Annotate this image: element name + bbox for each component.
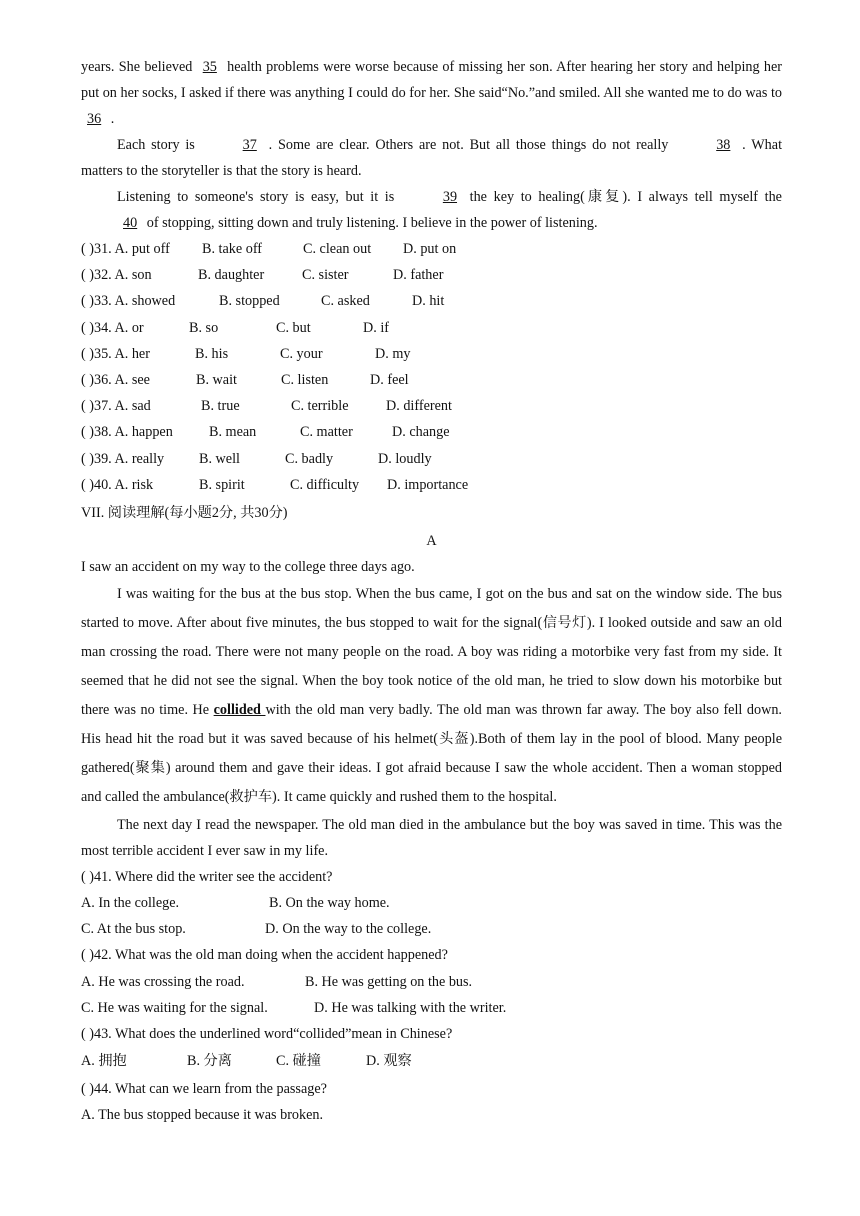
cloze-text: . What matters to the storyteller is that the story is heard. bbox=[81, 137, 783, 179]
passage-label: A bbox=[426, 532, 437, 549]
cloze-text: Each story is bbox=[117, 137, 201, 153]
cloze-question bbox=[81, 341, 782, 367]
option-d: D. hit bbox=[412, 293, 445, 310]
option-b: B. daughter bbox=[198, 267, 265, 284]
cloze-question bbox=[81, 446, 782, 472]
option-b: B. 分离 bbox=[187, 1053, 232, 1070]
cloze-question bbox=[81, 288, 782, 314]
question-42-options-cd bbox=[81, 995, 782, 1021]
option-c: C. your bbox=[280, 345, 323, 362]
question-43-options bbox=[81, 1047, 782, 1076]
option-a: ( )40. A. risk bbox=[81, 476, 154, 493]
cloze-question bbox=[81, 472, 782, 498]
option-a: A. 拥抱 bbox=[81, 1053, 127, 1070]
option-d: D. loudly bbox=[378, 450, 432, 467]
question-stem: ( )42. What was the old man doing when the accident happened? bbox=[81, 947, 448, 964]
cloze-question bbox=[81, 393, 782, 419]
question-41-options-ab bbox=[81, 890, 782, 916]
question-43 bbox=[81, 1021, 782, 1047]
cloze-options bbox=[81, 236, 782, 498]
option-a: ( )38. A. happen bbox=[81, 424, 173, 441]
passage-text: I was waiting for the bus at the bus stop. When the bus came, I got on the bus and sat on the window side. The bus started to move. After about five minutes, the bus stopped to wait for the signal(信号灯). I looked outside and saw an old man crossing the road. There were not many people on the road. A boy was riding a motorbike very fast from my side. It seemed that he did not see the signal. When the boy took notice of the old man, he tried to slow down his motorbike but there was no time. He bbox=[81, 585, 782, 718]
cloze-paragraph-3 bbox=[81, 184, 782, 236]
option-b: B. On the way home. bbox=[269, 895, 390, 912]
cloze-text: health problems were worse because of missing her son. After hearing her story and helping her put on her socks, I asked if there was anything I could do for her. She said“No.”and smiled. All she wanted me to do was to bbox=[81, 59, 782, 101]
question-44-options-a bbox=[81, 1102, 782, 1128]
cloze-paragraph-2 bbox=[81, 132, 782, 184]
option-a: ( )35. A. her bbox=[81, 345, 150, 362]
cloze-question bbox=[81, 236, 782, 262]
option-d: D. 观察 bbox=[366, 1053, 412, 1070]
question-41-options-cd bbox=[81, 916, 782, 942]
cloze-question bbox=[81, 367, 782, 393]
option-c: C. listen bbox=[281, 371, 329, 388]
option-b: B. so bbox=[189, 319, 219, 336]
option-c: C. sister bbox=[302, 267, 349, 284]
option-b: B. wait bbox=[196, 371, 237, 388]
blank-35: 35 bbox=[202, 59, 217, 75]
option-d: D. On the way to the college. bbox=[265, 921, 432, 938]
option-d: D. importance bbox=[387, 476, 469, 493]
passage-intro: I saw an accident on my way to the college three days ago. bbox=[81, 558, 415, 575]
option-d: D. He was talking with the writer. bbox=[314, 999, 507, 1016]
question-stem: ( )41. Where did the writer see the accident? bbox=[81, 868, 333, 885]
cloze-text: of stopping, sitting down and truly listening. I believe in the power of listening. bbox=[143, 215, 598, 231]
cloze-text: . Some are clear. Others are not. But all those things do not really bbox=[262, 137, 675, 153]
option-a: ( )34. A. or bbox=[81, 319, 144, 336]
cloze-question bbox=[81, 315, 782, 341]
cloze-text: the key to healing(康复). I always tell myself the bbox=[463, 189, 782, 205]
question-stem: ( )44. What can we learn from the passage? bbox=[81, 1081, 327, 1098]
option-d: D. my bbox=[375, 345, 411, 362]
option-b: B. He was getting on the bus. bbox=[305, 973, 473, 990]
question-41 bbox=[81, 864, 782, 890]
document-page bbox=[81, 54, 782, 1129]
cloze-paragraph-1 bbox=[81, 54, 782, 132]
question-44 bbox=[81, 1076, 782, 1102]
question-42 bbox=[81, 942, 782, 968]
option-c: C. asked bbox=[321, 293, 370, 310]
option-d: D. feel bbox=[370, 371, 409, 388]
option-c: C. difficulty bbox=[290, 476, 360, 493]
option-a: ( )33. A. showed bbox=[81, 293, 176, 310]
option-c: C. At the bus stop. bbox=[81, 921, 186, 938]
option-b: B. stopped bbox=[219, 293, 280, 310]
passage-paragraph-1 bbox=[81, 580, 782, 812]
option-b: B. spirit bbox=[199, 476, 245, 493]
blank-40: 40 bbox=[123, 215, 138, 231]
option-d: D. different bbox=[386, 398, 452, 415]
option-a: ( )31. A. put off bbox=[81, 241, 170, 257]
option-c: C. 碰撞 bbox=[276, 1053, 321, 1070]
option-d: D. if bbox=[363, 319, 390, 336]
cloze-text: . bbox=[107, 111, 115, 127]
question-42-options-ab bbox=[81, 969, 782, 995]
underlined-word-collided: collided bbox=[213, 701, 266, 718]
option-c: C. matter bbox=[300, 424, 353, 441]
cloze-question bbox=[81, 419, 782, 445]
option-c: C. badly bbox=[285, 450, 334, 467]
option-b: B. mean bbox=[209, 424, 257, 441]
option-a: ( )36. A. see bbox=[81, 371, 150, 388]
option-a: ( )39. A. really bbox=[81, 450, 165, 467]
option-c: C. but bbox=[276, 319, 311, 336]
option-c: C. clean out bbox=[303, 241, 372, 257]
cloze-text: Listening to someone's story is easy, but it is bbox=[117, 189, 401, 205]
option-a: ( )37. A. sad bbox=[81, 398, 151, 415]
passage-paragraph-2: The next day I read the newspaper. The old man died in the ambulance but the boy was saved in time. This was the most terrible accident I ever saw in my life. bbox=[81, 816, 782, 859]
option-c: C. terrible bbox=[291, 398, 349, 415]
blank-38: 38 bbox=[716, 137, 731, 153]
option-b: B. true bbox=[201, 398, 240, 415]
section-title: VII. 阅读理解(每小题2分, 共30分) bbox=[81, 504, 288, 521]
option-a: A. He was crossing the road. bbox=[81, 973, 245, 990]
question-stem: ( )43. What does the underlined word“collided”mean in Chinese? bbox=[81, 1026, 453, 1042]
option-b: B. his bbox=[195, 345, 229, 362]
option-d: D. father bbox=[393, 267, 444, 284]
option-d: D. change bbox=[392, 424, 450, 441]
option-d: D. put on bbox=[403, 241, 457, 257]
option-b: B. take off bbox=[202, 241, 263, 257]
blank-36: 36 bbox=[87, 111, 102, 127]
option-a: ( )32. A. son bbox=[81, 267, 152, 284]
cloze-text: years. She believed bbox=[81, 59, 197, 75]
option-b: B. well bbox=[199, 450, 240, 467]
option-a: A. The bus stopped because it was broken. bbox=[81, 1107, 324, 1124]
option-a: A. In the college. bbox=[81, 895, 180, 912]
blank-37: 37 bbox=[242, 137, 257, 153]
option-c: C. He was waiting for the signal. bbox=[81, 999, 268, 1016]
passage-text: with the old man very badly. The old man was thrown far away. The boy also fell down. His head hit the road but it was saved because of his helmet(头盔).Both of them lay in the pool of blood. Many people gathered(聚集) around them and gave their ideas. I got afraid because I saw the whole accident. Then a woman stopped and called the ambulance(救护车). It came quickly and rushed them to the hospital. bbox=[81, 701, 782, 805]
cloze-question bbox=[81, 262, 782, 288]
blank-39: 39 bbox=[442, 189, 458, 205]
